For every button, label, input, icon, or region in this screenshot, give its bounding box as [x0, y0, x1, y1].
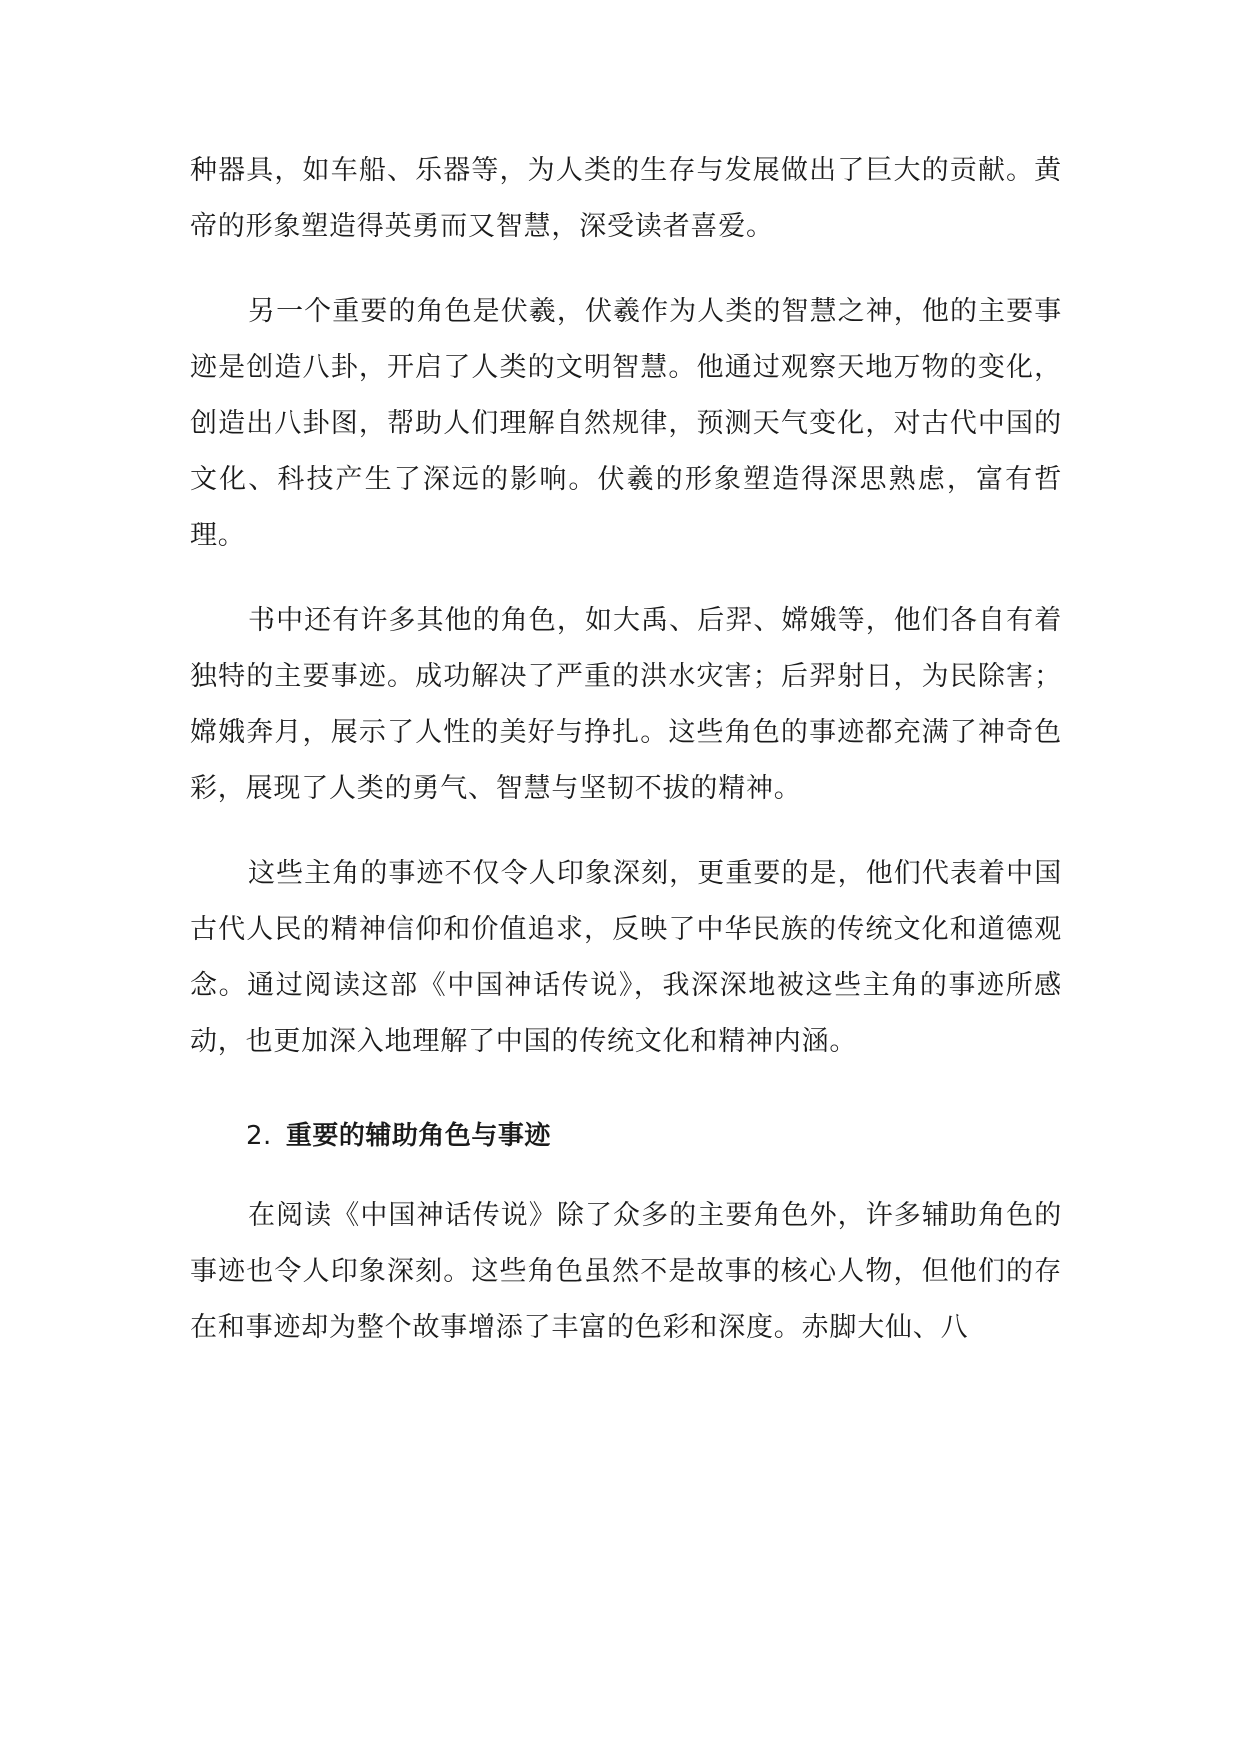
section-title: 重要的辅助角色与事迹: [285, 1121, 551, 1151]
document-body: [190, 143, 1062, 1356]
section-number: 2.: [246, 1121, 272, 1151]
paragraph-summary: 这些主角的事迹不仅令人印象深刻，更重要的是，他们代表着中国古代人民的精神信仰和价值追求，反映了中华民族的传统文化和道德观念。通过阅读这部《中国神话传说》，我深深地被这些主角的事迹所感动，也更加深入地理解了中国的传统文化和精神内涵。: [190, 858, 1062, 1057]
paragraph-fuxi: 另一个重要的角色是伏羲，伏羲作为人类的智慧之神，他的主要事迹是创造八卦，开启了人类的文明智慧。他通过观察天地万物的变化，创造出八卦图，帮助人们理解自然规律，预测天气变化，对古代中国的文化、科技产生了深远的影响。伏羲的形象塑造得深思熟虑，富有哲理。: [190, 296, 1062, 551]
paragraph-other-characters: 书中还有许多其他的角色，如大禹、后羿、嫦娥等，他们各自有着独特的主要事迹。成功解决了严重的洪水灾害；后羿射日，为民除害；嫦娥奔月，展示了人性的美好与挣扎。这些角色的事迹都充满了神奇色彩，展现了人类的勇气、智慧与坚韧不拔的精神。: [190, 605, 1062, 804]
section-heading: [190, 1116, 1062, 1156]
paragraph-huangdi: 种器具，如车船、乐器等，为人类的生存与发展做出了巨大的贡献。黄帝的形象塑造得英勇而又智慧，深受读者喜爱。: [190, 155, 1062, 242]
paragraph-supporting-characters: 在阅读《中国神话传说》除了众多的主要角色外，许多辅助角色的事迹也令人印象深刻。这些角色虽然不是故事的核心人物，但他们的存在和事迹却为整个故事增添了丰富的色彩和深度。赤脚大仙、八: [190, 1200, 1062, 1343]
